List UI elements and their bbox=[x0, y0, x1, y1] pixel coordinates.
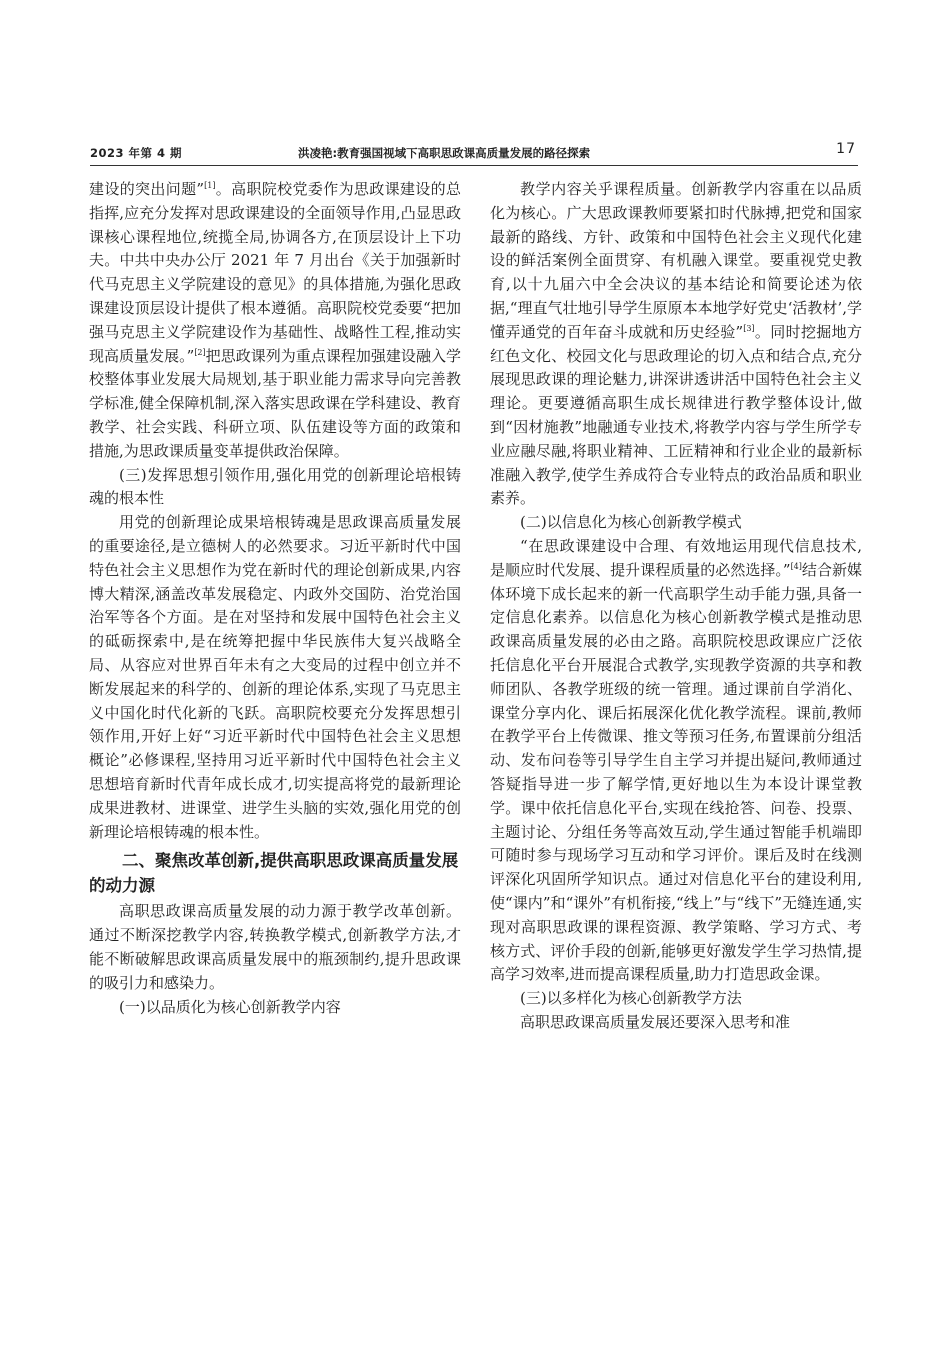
paragraph: “在思政课建设中合理、有效地运用现代信息技术,是顺应时代发展、提升课程质量的必然选择。”[4]结合新媒体环境下成长起来的新一代高职学生动手能力强,具备一定信息化素养。以信息化为核心创新教学模式是推动思政课高质量发展的必由之路。高职院校思政课应广泛依托信息化平台开展混合式教学,实现教学资源的共享和教师团队、各教学班级的统一管理。通过课前自学消化、课堂分享内化、课后拓展深化优化教学流程。课前,教师在教学平台上传微课、推文等预习任务,布置课前分组活动、发布问卷等引导学生自主学习并提出疑问,教师通过答疑指导进一步了解学情,更好地以生为本设计课堂教学。课中依托信息化平台,实现在线抢答、问卷、投票、主题讨论、分组任务等高效互动,学生通过智能手机端即可随时参与现场学习互动和学习评价。课后及时在线测评深化巩固所学知识点。通过对信息化平台的建设利用,使“课内”和“课外”有机衔接,“线上”与“线下”无缝连通,实现对高职思政课的课程资源、教学策略、学习方式、考核方式、评价手段的创新,能够更好激发学生学习热情,提高学习效率,进而提高课程质量,助力打造思政金课。 bbox=[490, 536, 862, 984]
citation-ref[interactable]: [4] bbox=[790, 561, 802, 571]
section-heading: 二、聚焦改革创新,提供高职思政课高质量发展的动力源 bbox=[89, 851, 459, 896]
citation-ref[interactable]: [3] bbox=[743, 323, 755, 333]
paragraph: 高职思政课高质量发展的动力源于教学改革创新。通过不断深挖教学内容,转换教学模式,创新教学方法,才能不断破解思政课高质量发展中的瓶颈制约,提升思政课的吸引力和感染力。 bbox=[89, 902, 461, 992]
running-header bbox=[90, 143, 858, 166]
paragraph: 用党的创新理论成果培根铸魂是思政课高质量发展的重要途径,是立德树人的必然要求。习近平新时代中国特色社会主义思想作为党在新时代的理论创新成果,内容博大精深,涵盖改革发展稳定、内政外交国防、治党治国治军等各个方面。是在对坚持和发展中国特色社会主义的砥砺探索中,是在统筹把握中华民族伟大复兴战略全局、从容应对世界百年未有之大变局的过程中创立并不断发展起来的科学的、创新的理论体系,实现了马克思主义中国化时代化新的飞跃。高职院校要充分发挥思想引领作用,开好上好“习近平新时代中国特色社会主义思想概论”必修课程,坚持用习近平新时代中国特色社会主义思想培育新时代青年成长成才,切实提高将党的最新理论成果进教材、进课堂、进学生头脑的实效,强化用党的创新理论培根铸魂的根本性。 bbox=[89, 513, 461, 841]
citation-ref[interactable]: [1] bbox=[204, 181, 216, 190]
citation-ref[interactable]: [2] bbox=[194, 347, 206, 357]
paragraph: 建设的突出问题”[1]。高职院校党委作为思政课建设的总指挥,应充分发挥对思政课建设的全面领导作用,凸显思政课核心课程地位,统揽全局,协调各方,在顶层设计上下功夫。中共中央办公厅 2021 年 7 月出台《关于加强新时代马克思主义学院建设的意见》的具体措施,为强化思政课建设顶层设计提供了根本遵循。高职院校党委要“把加强马克思主义学院建设作为基础性、战略性工程,推动实现高质量发展。”[2]把思政课列为重点课程加强建设融入学校整体事业发展大局规划,基于职业能力需求导向完善教学标准,健全保障机制,深入落实思政课在学科建设、教育教学、社会实践、科研立项、队伍建设等方面的政策和措施,为思政课质量变革提供政治保障。 bbox=[89, 180, 461, 460]
right-column bbox=[490, 178, 862, 1035]
subsection-heading: (三)以多样化为核心创新教学方法 bbox=[520, 989, 742, 1008]
subsection-heading: (一)以品质化为核心创新教学内容 bbox=[119, 997, 341, 1016]
page-number: 17 bbox=[836, 141, 856, 157]
paragraph: 教学内容关乎课程质量。创新教学内容重在以品质化为核心。广大思政课教师要紧扣时代脉搏,把党和国家最新的路线、方针、政策和中国特色社会主义现代化建设的鲜活案例全面贯穿、有机融入课堂。要重视党史教育,以十九届六中全会决议的基本结论和简要论述为依据,“理直气壮地引导学生原原本本地学好党史‘活教材’,学懂弄通党的百年奋斗成就和历史经验”[3]。同时挖掘地方红色文化、校园文化与思政理论的切入点和结合点,充分展现思政课的理论魅力,讲深讲透讲活中国特色社会主义理论。更要遵循高职生成长规律进行教学整体设计,做到“因材施教”地融通专业技术,将教学内容与学生所学专业应融尽融,将职业精神、工匠精神和行业企业的最新标准融入教学,使学生养成符合专业特点的政治品质和职业素养。 bbox=[490, 180, 862, 508]
issue-label: 2023 年第 4 期 bbox=[90, 146, 183, 160]
subsection-heading: (二)以信息化为核心创新教学模式 bbox=[520, 513, 742, 532]
subsection-heading: (三)发挥思想引领作用,强化用党的创新理论培根铸魂的根本性 bbox=[89, 465, 461, 508]
article-running-title: 洪凌艳:教育强国视域下高职思政课高质量发展的路径探索 bbox=[298, 146, 591, 160]
paragraph: 高职思政课高质量发展还要深入思考和准 bbox=[520, 1012, 791, 1031]
left-column bbox=[89, 178, 461, 1019]
